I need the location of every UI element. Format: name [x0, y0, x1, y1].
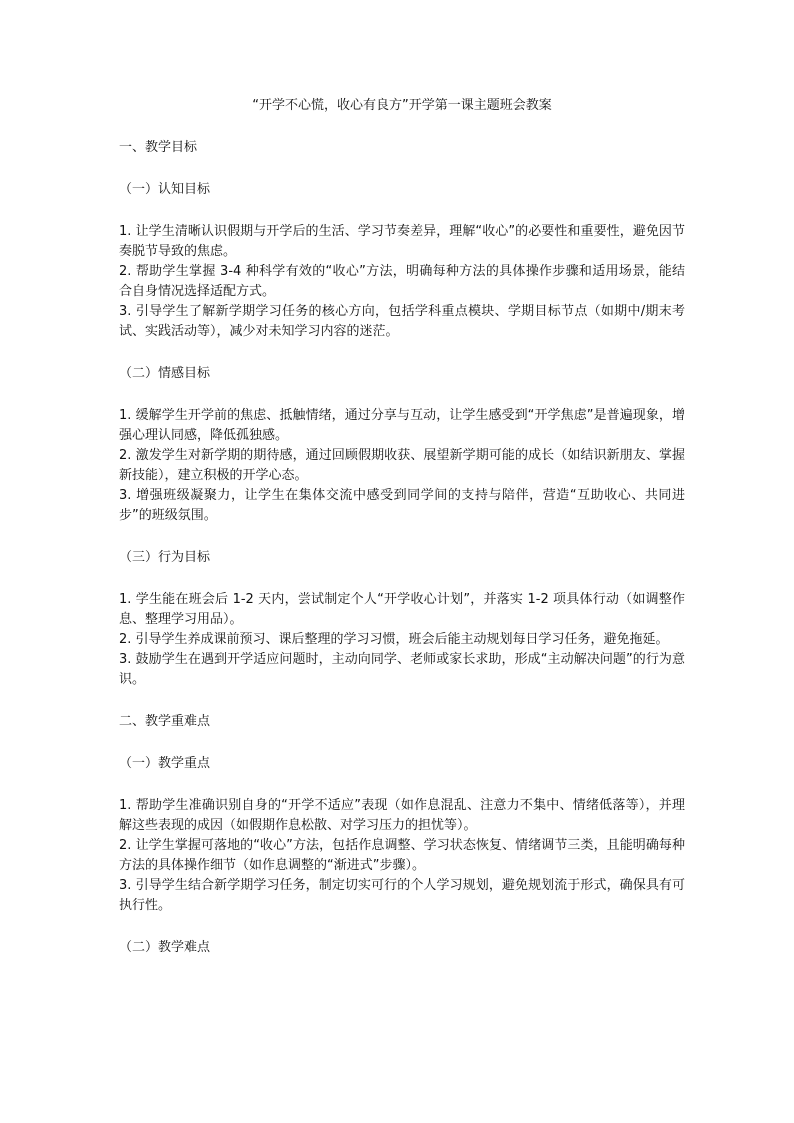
- paragraph-group: [119, 222, 685, 342]
- paragraph: 2. 帮助学生掌握 3-4 种科学有效的“收心”方法，明确每种方法的具体操作步骤和适用场景，能结合自身情况选择适配方式。: [119, 264, 685, 299]
- paragraph: 2. 引导学生养成课前预习、课后整理的学习习惯，班会后能主动规划每日学习任务，避免拖延。: [119, 632, 669, 647]
- subsection-heading: （一）教学重点: [119, 756, 211, 771]
- paragraph: 3. 鼓励学生在遇到开学适应问题时，主动向同学、老师或家长求助，形成“主动解决问题”的行为意识。: [119, 652, 685, 687]
- paragraph: 1. 学生能在班会后 1-2 天内，尝试制定个人“开学收心计划”，并落实 1-2 项具体行动（如调整作息、整理学习用品）。: [119, 592, 685, 627]
- document-page: [119, 96, 685, 980]
- subsection-heading: （二）情感目标: [119, 366, 211, 381]
- paragraph: 2. 让学生掌握可落地的“收心”方法，包括作息调整、学习状态恢复、情绪调节三类，且能明确每种方法的具体操作细节（如作息调整的“渐进式”步骤）。: [119, 838, 685, 873]
- paragraph: 3. 引导学生结合新学期学习任务，制定切实可行的个人学习规划，避免规划流于形式，确保具有可执行性。: [119, 878, 685, 913]
- subsection-heading: （三）行为目标: [119, 550, 211, 565]
- paragraph: 2. 激发学生对新学期的期待感，通过回顾假期收获、展望新学期可能的成长（如结识新朋友、掌握新技能），建立积极的开学心态。: [119, 448, 685, 483]
- paragraph-group: [119, 590, 685, 690]
- paragraph: 3. 增强班级凝聚力，让学生在集体交流中感受到同学间的支持与陪伴，营造“互助收心、共同进步”的班级氛围。: [119, 488, 685, 523]
- paragraph-group: [119, 796, 685, 916]
- section-heading: 二、教学重难点: [119, 714, 211, 729]
- section-heading: 一、教学目标: [119, 140, 198, 155]
- paragraph: 3. 引导学生了解新学期学习任务的核心方向，包括学科重点模块、学期目标节点（如期中/期末考试、实践活动等），减少对未知学习内容的迷茫。: [119, 304, 685, 339]
- paragraph: 1. 让学生清晰认识假期与开学后的生活、学习节奏差异，理解“收心”的必要性和重要性，避免因节奏脱节导致的焦虑。: [119, 224, 685, 259]
- paragraph-group: [119, 406, 685, 526]
- subsection-heading: （二）教学难点: [119, 940, 211, 955]
- paragraph: 1. 缓解学生开学前的焦虑、抵触情绪，通过分享与互动，让学生感受到“开学焦虑”是普遍现象，增强心理认同感，降低孤独感。: [119, 408, 685, 443]
- document-title: “开学不心慌，收心有良方”开学第一课主题班会教案: [252, 98, 552, 113]
- paragraph: 1. 帮助学生准确识别自身的“开学不适应”表现（如作息混乱、注意力不集中、情绪低落等），并理解这些表现的成因（如假期作息松散、对学习压力的担忧等）。: [119, 798, 685, 833]
- subsection-heading: （一）认知目标: [119, 182, 211, 197]
